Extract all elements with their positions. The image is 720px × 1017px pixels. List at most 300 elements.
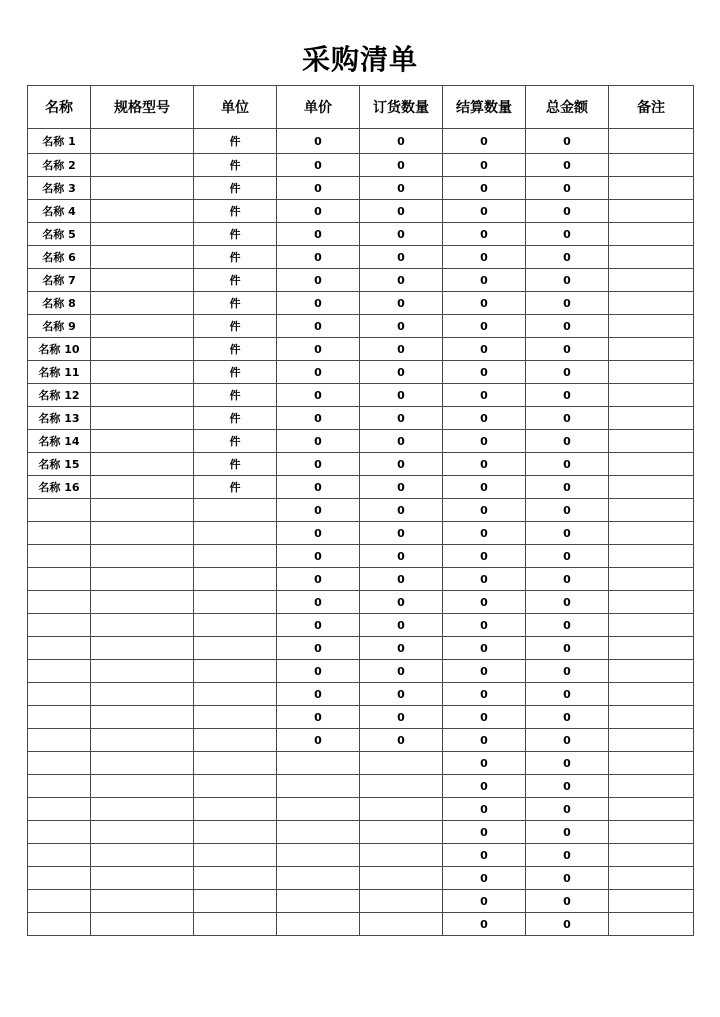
cell-spec xyxy=(91,775,194,798)
cell-unit: 件 xyxy=(194,453,277,476)
table-row xyxy=(28,453,694,476)
table-row xyxy=(28,499,694,522)
cell-settle-qty: 0 xyxy=(443,913,526,936)
cell-name: 名称 4 xyxy=(28,200,91,223)
cell-unit-price: 0 xyxy=(277,200,360,223)
cell-spec xyxy=(91,430,194,453)
cell-settle-qty: 0 xyxy=(443,407,526,430)
table-row xyxy=(28,430,694,453)
cell-name xyxy=(28,591,91,614)
cell-spec xyxy=(91,177,194,200)
cell-remarks xyxy=(609,407,694,430)
cell-remarks xyxy=(609,453,694,476)
table-body xyxy=(28,129,694,936)
cell-total: 0 xyxy=(526,476,609,499)
cell-settle-qty: 0 xyxy=(443,476,526,499)
cell-total: 0 xyxy=(526,499,609,522)
cell-total: 0 xyxy=(526,338,609,361)
cell-remarks xyxy=(609,269,694,292)
cell-remarks xyxy=(609,890,694,913)
cell-unit: 件 xyxy=(194,154,277,177)
cell-unit xyxy=(194,890,277,913)
header-row xyxy=(28,86,694,129)
cell-unit xyxy=(194,775,277,798)
cell-settle-qty: 0 xyxy=(443,890,526,913)
table-row xyxy=(28,338,694,361)
cell-total: 0 xyxy=(526,798,609,821)
table-row xyxy=(28,545,694,568)
cell-name xyxy=(28,775,91,798)
cell-spec xyxy=(91,315,194,338)
cell-unit-price: 0 xyxy=(277,223,360,246)
cell-settle-qty: 0 xyxy=(443,154,526,177)
cell-remarks xyxy=(609,129,694,154)
cell-unit-price: 0 xyxy=(277,729,360,752)
cell-order-qty: 0 xyxy=(360,269,443,292)
cell-unit: 件 xyxy=(194,223,277,246)
cell-spec xyxy=(91,913,194,936)
cell-name: 名称 15 xyxy=(28,453,91,476)
cell-spec xyxy=(91,246,194,269)
cell-settle-qty: 0 xyxy=(443,338,526,361)
cell-total: 0 xyxy=(526,154,609,177)
cell-unit xyxy=(194,522,277,545)
cell-spec xyxy=(91,752,194,775)
cell-remarks xyxy=(609,913,694,936)
cell-settle-qty: 0 xyxy=(443,729,526,752)
cell-order-qty: 0 xyxy=(360,384,443,407)
cell-order-qty: 0 xyxy=(360,545,443,568)
cell-spec xyxy=(91,844,194,867)
cell-unit xyxy=(194,706,277,729)
cell-total: 0 xyxy=(526,660,609,683)
cell-spec xyxy=(91,223,194,246)
cell-unit xyxy=(194,660,277,683)
cell-remarks xyxy=(609,637,694,660)
cell-total: 0 xyxy=(526,568,609,591)
cell-name: 名称 9 xyxy=(28,315,91,338)
cell-name: 名称 3 xyxy=(28,177,91,200)
table-row xyxy=(28,775,694,798)
cell-order-qty: 0 xyxy=(360,407,443,430)
cell-unit: 件 xyxy=(194,430,277,453)
table-row xyxy=(28,913,694,936)
cell-name xyxy=(28,821,91,844)
table-row xyxy=(28,568,694,591)
cell-order-qty: 0 xyxy=(360,246,443,269)
cell-unit-price: 0 xyxy=(277,384,360,407)
cell-settle-qty: 0 xyxy=(443,752,526,775)
cell-settle-qty: 0 xyxy=(443,453,526,476)
cell-unit-price xyxy=(277,890,360,913)
cell-spec xyxy=(91,798,194,821)
column-header-unit: 单位 xyxy=(194,86,277,129)
cell-name xyxy=(28,637,91,660)
table-row xyxy=(28,614,694,637)
cell-spec xyxy=(91,522,194,545)
table-row xyxy=(28,476,694,499)
table-row xyxy=(28,315,694,338)
cell-unit-price: 0 xyxy=(277,430,360,453)
cell-total: 0 xyxy=(526,522,609,545)
cell-order-qty xyxy=(360,913,443,936)
cell-total: 0 xyxy=(526,315,609,338)
cell-unit-price xyxy=(277,844,360,867)
cell-remarks xyxy=(609,292,694,315)
cell-name xyxy=(28,844,91,867)
cell-settle-qty: 0 xyxy=(443,637,526,660)
table-row xyxy=(28,269,694,292)
cell-remarks xyxy=(609,706,694,729)
cell-total: 0 xyxy=(526,614,609,637)
cell-spec xyxy=(91,545,194,568)
cell-settle-qty: 0 xyxy=(443,706,526,729)
cell-spec xyxy=(91,614,194,637)
cell-settle-qty: 0 xyxy=(443,614,526,637)
cell-name xyxy=(28,568,91,591)
cell-remarks xyxy=(609,545,694,568)
cell-remarks xyxy=(609,430,694,453)
cell-unit-price xyxy=(277,821,360,844)
cell-spec xyxy=(91,867,194,890)
cell-unit xyxy=(194,614,277,637)
cell-remarks xyxy=(609,591,694,614)
table-row xyxy=(28,660,694,683)
cell-settle-qty: 0 xyxy=(443,545,526,568)
cell-total: 0 xyxy=(526,223,609,246)
cell-unit-price: 0 xyxy=(277,292,360,315)
cell-unit: 件 xyxy=(194,407,277,430)
cell-remarks xyxy=(609,223,694,246)
cell-spec xyxy=(91,821,194,844)
table-row xyxy=(28,177,694,200)
cell-total: 0 xyxy=(526,913,609,936)
cell-settle-qty: 0 xyxy=(443,361,526,384)
cell-unit-price: 0 xyxy=(277,338,360,361)
cell-order-qty: 0 xyxy=(360,129,443,154)
cell-total: 0 xyxy=(526,453,609,476)
cell-unit-price: 0 xyxy=(277,614,360,637)
cell-order-qty: 0 xyxy=(360,453,443,476)
cell-spec xyxy=(91,154,194,177)
cell-unit-price: 0 xyxy=(277,453,360,476)
cell-spec xyxy=(91,384,194,407)
cell-spec xyxy=(91,453,194,476)
cell-order-qty: 0 xyxy=(360,568,443,591)
cell-settle-qty: 0 xyxy=(443,775,526,798)
cell-name xyxy=(28,798,91,821)
table-row xyxy=(28,292,694,315)
cell-unit-price: 0 xyxy=(277,637,360,660)
cell-total: 0 xyxy=(526,683,609,706)
cell-order-qty xyxy=(360,798,443,821)
cell-unit-price xyxy=(277,752,360,775)
cell-unit xyxy=(194,591,277,614)
cell-unit xyxy=(194,752,277,775)
cell-name: 名称 7 xyxy=(28,269,91,292)
cell-order-qty xyxy=(360,821,443,844)
cell-order-qty: 0 xyxy=(360,154,443,177)
column-header-remarks: 备注 xyxy=(609,86,694,129)
table-row xyxy=(28,890,694,913)
cell-spec xyxy=(91,706,194,729)
cell-unit xyxy=(194,545,277,568)
cell-unit xyxy=(194,683,277,706)
cell-unit-price: 0 xyxy=(277,361,360,384)
cell-unit-price: 0 xyxy=(277,660,360,683)
table-row xyxy=(28,729,694,752)
cell-name xyxy=(28,545,91,568)
cell-unit: 件 xyxy=(194,269,277,292)
cell-spec xyxy=(91,200,194,223)
cell-unit-price: 0 xyxy=(277,315,360,338)
cell-settle-qty: 0 xyxy=(443,129,526,154)
cell-unit: 件 xyxy=(194,384,277,407)
cell-remarks xyxy=(609,476,694,499)
cell-unit: 件 xyxy=(194,292,277,315)
cell-settle-qty: 0 xyxy=(443,522,526,545)
cell-unit-price: 0 xyxy=(277,154,360,177)
cell-order-qty: 0 xyxy=(360,177,443,200)
cell-order-qty: 0 xyxy=(360,729,443,752)
cell-order-qty: 0 xyxy=(360,338,443,361)
cell-unit xyxy=(194,499,277,522)
cell-spec xyxy=(91,683,194,706)
cell-unit-price: 0 xyxy=(277,177,360,200)
cell-order-qty: 0 xyxy=(360,200,443,223)
cell-unit-price xyxy=(277,775,360,798)
cell-settle-qty: 0 xyxy=(443,315,526,338)
table-row xyxy=(28,798,694,821)
cell-name xyxy=(28,499,91,522)
cell-unit: 件 xyxy=(194,315,277,338)
cell-unit-price xyxy=(277,798,360,821)
cell-unit xyxy=(194,844,277,867)
column-header-order-qty: 订货数量 xyxy=(360,86,443,129)
cell-unit-price: 0 xyxy=(277,568,360,591)
cell-unit: 件 xyxy=(194,200,277,223)
cell-total: 0 xyxy=(526,775,609,798)
cell-name: 名称 16 xyxy=(28,476,91,499)
cell-spec xyxy=(91,660,194,683)
cell-spec xyxy=(91,361,194,384)
cell-order-qty: 0 xyxy=(360,223,443,246)
cell-name: 名称 12 xyxy=(28,384,91,407)
cell-name: 名称 5 xyxy=(28,223,91,246)
cell-order-qty: 0 xyxy=(360,476,443,499)
cell-remarks xyxy=(609,338,694,361)
cell-order-qty xyxy=(360,844,443,867)
table-row xyxy=(28,844,694,867)
cell-order-qty: 0 xyxy=(360,706,443,729)
cell-remarks xyxy=(609,683,694,706)
cell-total: 0 xyxy=(526,867,609,890)
cell-order-qty: 0 xyxy=(360,637,443,660)
cell-total: 0 xyxy=(526,129,609,154)
cell-unit-price xyxy=(277,913,360,936)
cell-remarks xyxy=(609,821,694,844)
cell-order-qty: 0 xyxy=(360,292,443,315)
table-row xyxy=(28,752,694,775)
cell-unit-price: 0 xyxy=(277,545,360,568)
cell-order-qty xyxy=(360,775,443,798)
cell-unit-price: 0 xyxy=(277,706,360,729)
column-header-settle-qty: 结算数量 xyxy=(443,86,526,129)
cell-order-qty: 0 xyxy=(360,660,443,683)
cell-remarks xyxy=(609,867,694,890)
page-title: 采购清单 xyxy=(301,43,418,76)
cell-settle-qty: 0 xyxy=(443,292,526,315)
cell-settle-qty: 0 xyxy=(443,177,526,200)
cell-settle-qty: 0 xyxy=(443,821,526,844)
table-row xyxy=(28,154,694,177)
table-row xyxy=(28,200,694,223)
cell-total: 0 xyxy=(526,384,609,407)
cell-name xyxy=(28,752,91,775)
cell-name: 名称 14 xyxy=(28,430,91,453)
cell-remarks xyxy=(609,729,694,752)
column-header-spec: 规格型号 xyxy=(91,86,194,129)
cell-total: 0 xyxy=(526,269,609,292)
cell-unit xyxy=(194,867,277,890)
table-row xyxy=(28,129,694,154)
cell-settle-qty: 0 xyxy=(443,683,526,706)
cell-total: 0 xyxy=(526,706,609,729)
cell-remarks xyxy=(609,660,694,683)
cell-unit xyxy=(194,821,277,844)
cell-remarks xyxy=(609,315,694,338)
cell-spec xyxy=(91,729,194,752)
cell-spec xyxy=(91,338,194,361)
table-row xyxy=(28,821,694,844)
cell-remarks xyxy=(609,752,694,775)
cell-unit-price: 0 xyxy=(277,129,360,154)
cell-name xyxy=(28,614,91,637)
cell-order-qty xyxy=(360,867,443,890)
cell-total: 0 xyxy=(526,177,609,200)
cell-remarks xyxy=(609,499,694,522)
cell-settle-qty: 0 xyxy=(443,568,526,591)
cell-total: 0 xyxy=(526,292,609,315)
cell-remarks xyxy=(609,614,694,637)
cell-name: 名称 13 xyxy=(28,407,91,430)
table-row xyxy=(28,706,694,729)
column-header-unit-price: 单价 xyxy=(277,86,360,129)
table-row xyxy=(28,683,694,706)
cell-remarks xyxy=(609,844,694,867)
cell-total: 0 xyxy=(526,752,609,775)
cell-spec xyxy=(91,890,194,913)
cell-settle-qty: 0 xyxy=(443,867,526,890)
cell-name xyxy=(28,522,91,545)
cell-spec xyxy=(91,476,194,499)
column-header-total: 总金额 xyxy=(526,86,609,129)
cell-spec xyxy=(91,591,194,614)
cell-name: 名称 6 xyxy=(28,246,91,269)
cell-spec xyxy=(91,129,194,154)
cell-total: 0 xyxy=(526,246,609,269)
cell-unit xyxy=(194,568,277,591)
cell-remarks xyxy=(609,200,694,223)
column-header-name: 名称 xyxy=(28,86,91,129)
cell-unit-price: 0 xyxy=(277,499,360,522)
cell-order-qty: 0 xyxy=(360,683,443,706)
cell-unit-price: 0 xyxy=(277,683,360,706)
cell-unit xyxy=(194,798,277,821)
cell-settle-qty: 0 xyxy=(443,269,526,292)
cell-name xyxy=(28,913,91,936)
cell-unit xyxy=(194,913,277,936)
cell-name xyxy=(28,660,91,683)
cell-order-qty: 0 xyxy=(360,499,443,522)
cell-unit xyxy=(194,729,277,752)
cell-order-qty: 0 xyxy=(360,614,443,637)
table-row xyxy=(28,637,694,660)
cell-settle-qty: 0 xyxy=(443,430,526,453)
cell-settle-qty: 0 xyxy=(443,660,526,683)
cell-unit-price xyxy=(277,867,360,890)
cell-spec xyxy=(91,407,194,430)
purchase-list-table xyxy=(27,85,694,936)
cell-name: 名称 10 xyxy=(28,338,91,361)
cell-unit: 件 xyxy=(194,476,277,499)
cell-unit-price: 0 xyxy=(277,407,360,430)
cell-unit: 件 xyxy=(194,246,277,269)
cell-settle-qty: 0 xyxy=(443,200,526,223)
cell-spec xyxy=(91,568,194,591)
cell-total: 0 xyxy=(526,637,609,660)
cell-remarks xyxy=(609,798,694,821)
cell-remarks xyxy=(609,384,694,407)
table-row xyxy=(28,591,694,614)
cell-order-qty: 0 xyxy=(360,315,443,338)
cell-unit-price: 0 xyxy=(277,522,360,545)
cell-spec xyxy=(91,292,194,315)
cell-total: 0 xyxy=(526,200,609,223)
cell-spec xyxy=(91,269,194,292)
cell-remarks xyxy=(609,775,694,798)
cell-name xyxy=(28,683,91,706)
cell-unit-price: 0 xyxy=(277,591,360,614)
cell-name xyxy=(28,729,91,752)
cell-unit xyxy=(194,637,277,660)
cell-total: 0 xyxy=(526,821,609,844)
cell-unit-price: 0 xyxy=(277,269,360,292)
cell-order-qty xyxy=(360,890,443,913)
cell-remarks xyxy=(609,361,694,384)
cell-order-qty: 0 xyxy=(360,430,443,453)
cell-unit: 件 xyxy=(194,338,277,361)
cell-remarks xyxy=(609,154,694,177)
cell-total: 0 xyxy=(526,844,609,867)
table-row xyxy=(28,407,694,430)
cell-name xyxy=(28,867,91,890)
cell-settle-qty: 0 xyxy=(443,591,526,614)
cell-order-qty: 0 xyxy=(360,361,443,384)
cell-settle-qty: 0 xyxy=(443,499,526,522)
cell-total: 0 xyxy=(526,591,609,614)
cell-settle-qty: 0 xyxy=(443,798,526,821)
cell-remarks xyxy=(609,246,694,269)
table-row xyxy=(28,246,694,269)
table-row xyxy=(28,522,694,545)
cell-unit-price: 0 xyxy=(277,246,360,269)
cell-remarks xyxy=(609,568,694,591)
cell-order-qty: 0 xyxy=(360,522,443,545)
cell-spec xyxy=(91,499,194,522)
cell-remarks xyxy=(609,177,694,200)
cell-order-qty xyxy=(360,752,443,775)
